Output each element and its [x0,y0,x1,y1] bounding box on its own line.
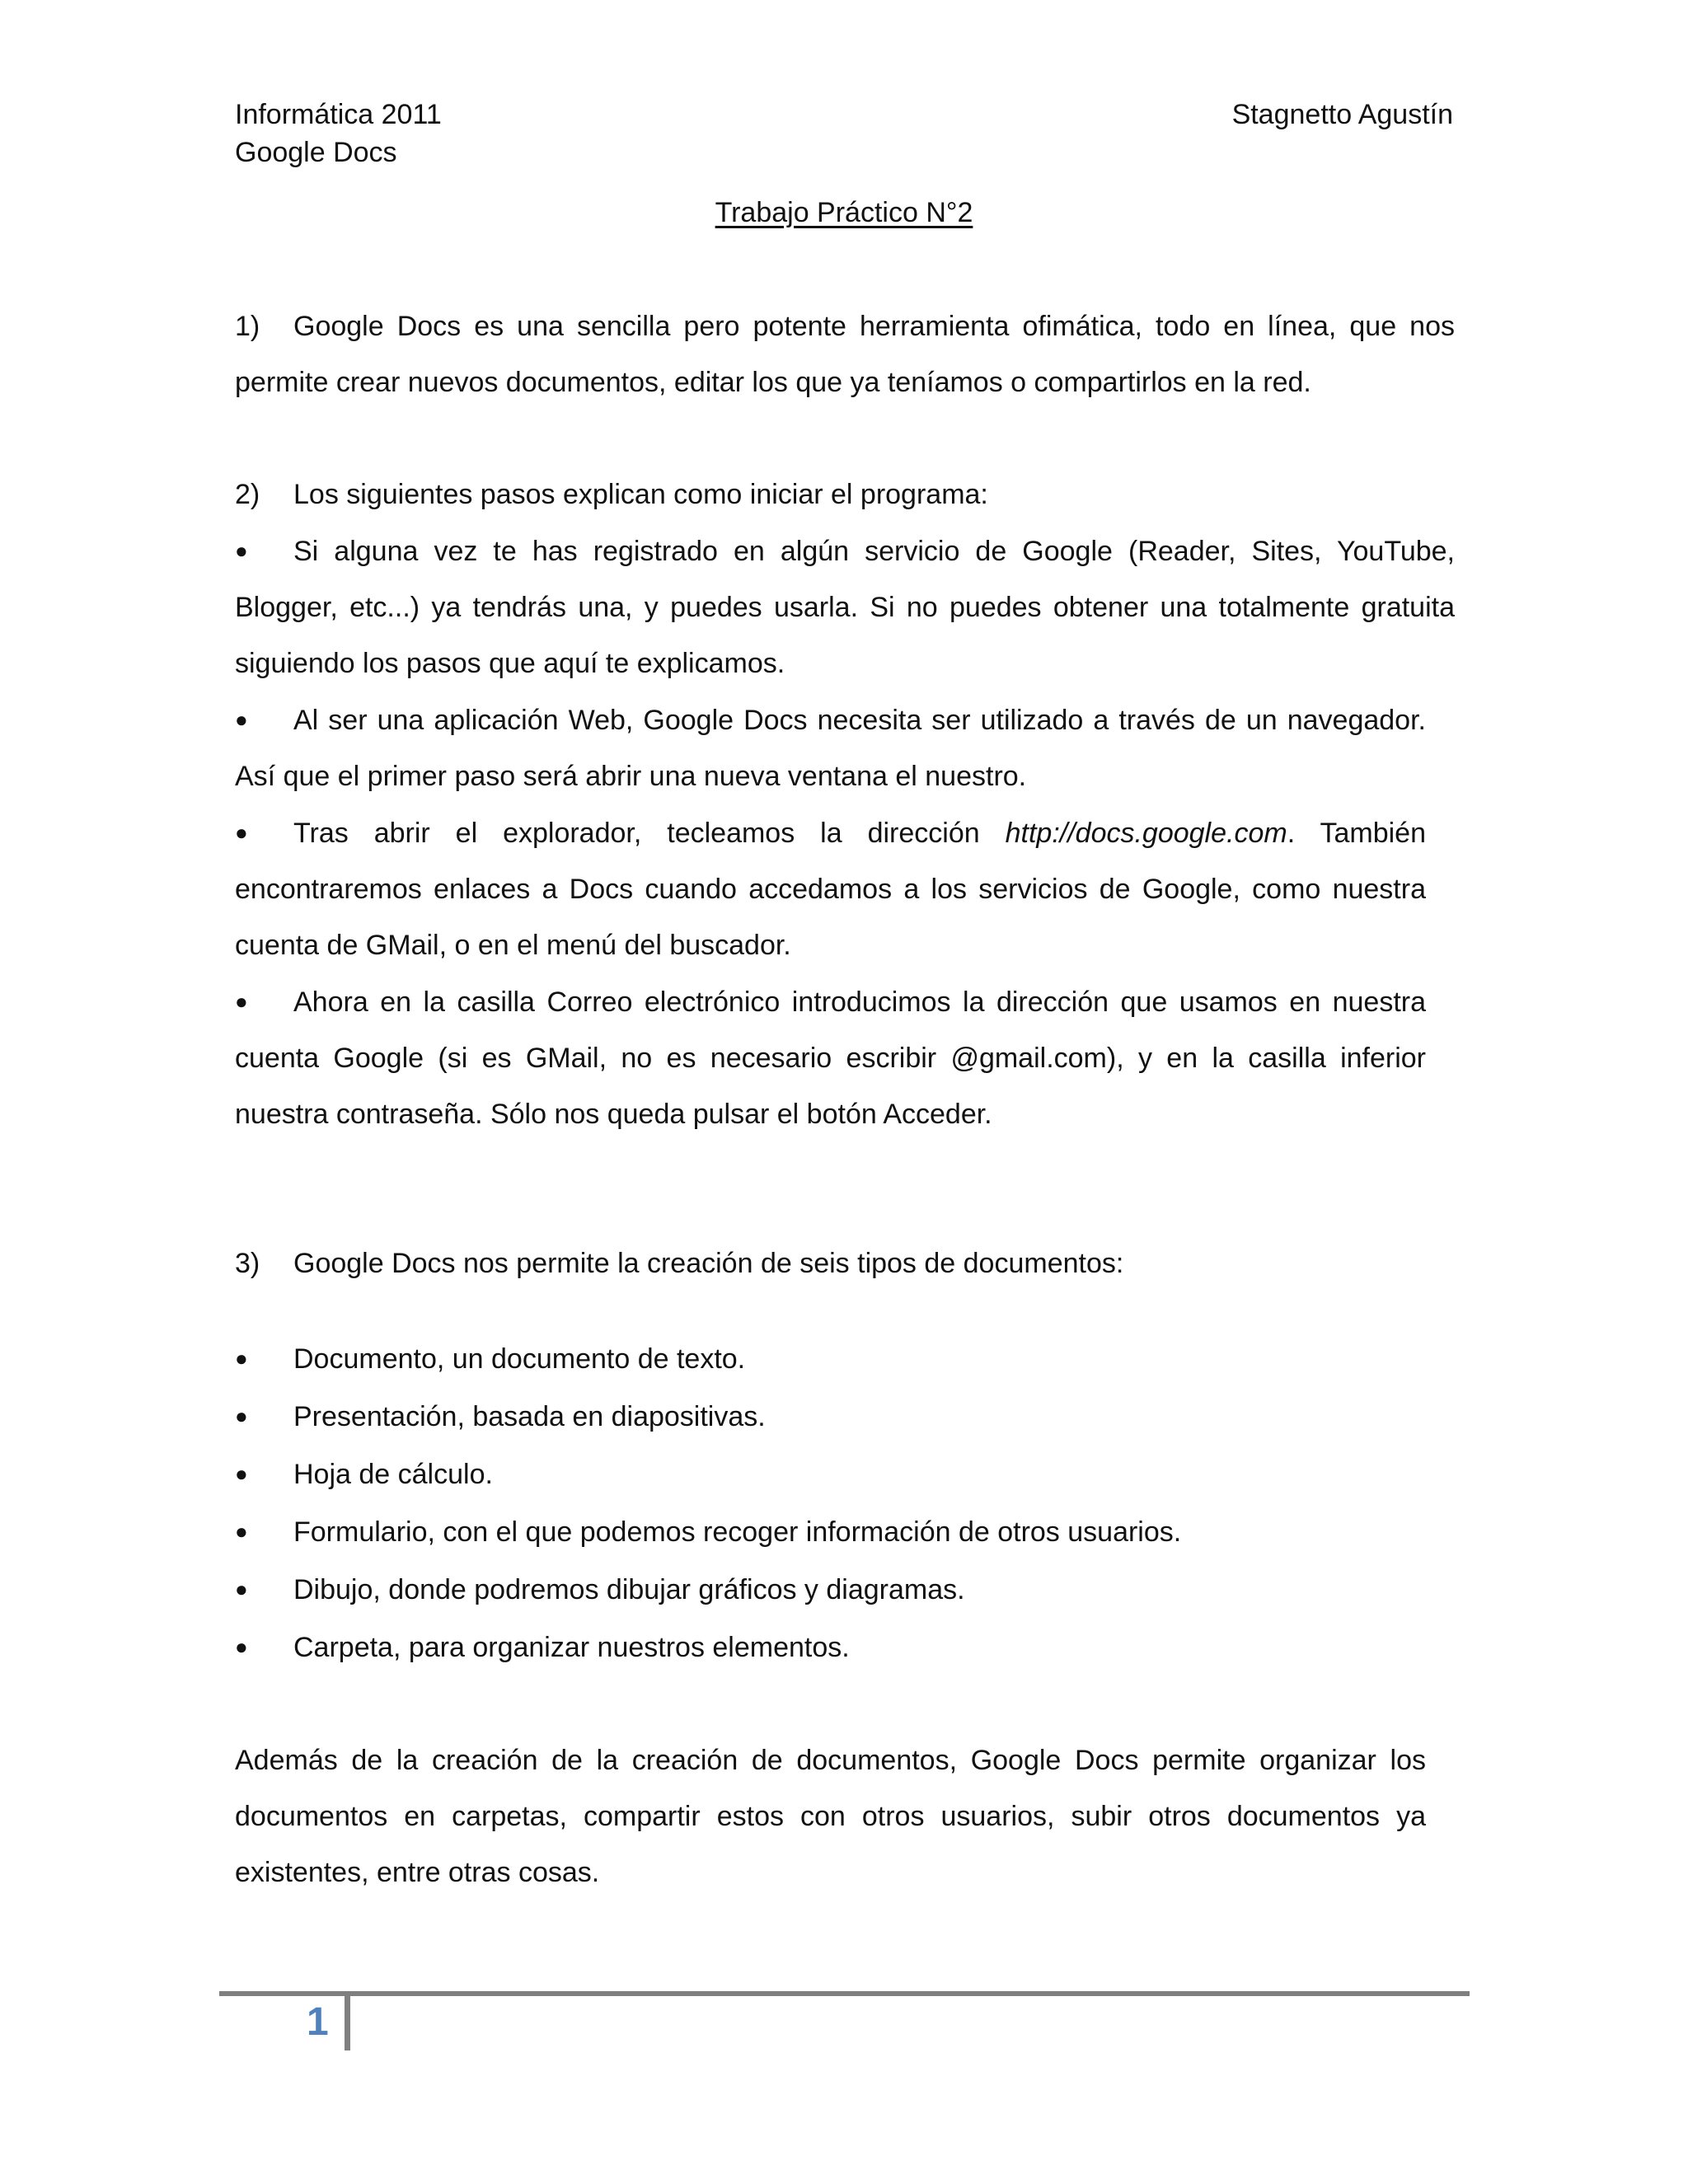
list-item [235,1561,1455,1619]
list-item [235,1503,1455,1561]
bullet-icon: ● [235,1461,248,1486]
bullet-icon: ● [235,1634,248,1659]
list-item [235,1330,1455,1388]
bullet-icon: ● [235,707,248,732]
bullet-icon: ● [235,1404,248,1428]
list-item [235,691,1426,804]
docs-url-link[interactable]: http://docs.google.com [1005,818,1287,849]
header-left [235,96,442,171]
closing-paragraph: Además de la creación de la creación de documentos, Google Docs permite organizar los documentos en carpetas, compartir estos con otros usuarios, subir otros documentos ya existentes, entre otras cosas. [235,1745,1426,1888]
list-item [235,973,1426,1142]
list-item-text: Ahora en la casilla Correo electrónico introducimos la dirección que usamos en nuestra cuenta Google (si es GMail, no es necesario escribir @gmail.com), y en la casilla inferior nuestra contraseña. Sólo nos queda pulsar el botón Acceder. [235,987,1426,1130]
bullet-icon: ● [235,1346,248,1371]
list-item-text: Formulario, con el que podemos recoger información de otros usuarios. [293,1516,1182,1548]
list-item-text: Hoja de cálculo. [293,1459,493,1490]
footer-divider [345,1993,350,2050]
header-topic: Google Docs [235,137,397,168]
footer-rule [219,1991,1470,1996]
list-item [235,523,1455,691]
list-item [235,804,1426,973]
list-item-text: Tras abrir el explorador, tecleamos la dirección [293,818,1006,849]
section-3-intro [235,1235,1455,1291]
document-body [235,298,1455,1900]
page-title: Trabajo Práctico N°2 [715,197,973,228]
section-3-number: 3) [235,1248,260,1279]
page-number: 1 [307,2000,329,2044]
list-item-text: Al ser una aplicación Web, Google Docs necesita ser utilizado a través de un navegador. Así que el primer paso será abrir una nueva ventana el nuestro. [235,705,1426,792]
list-item-text: . También encontraremos enlaces a Docs cuando accedamos a los servicios de Google, como nuestra cuenta de GMail, o en el menú del buscador. [235,818,1426,961]
list-item [235,1619,1455,1676]
bullet-icon: ● [235,820,248,845]
section-3-intro-text: Google Docs nos permite la creación de seis tipos de documentos: [293,1248,1124,1279]
bullet-icon: ● [235,1519,248,1544]
bullet-icon: ● [235,1577,248,1601]
list-item-text: Carpeta, para organizar nuestros elementos. [293,1632,850,1663]
bullet-icon: ● [235,989,248,1014]
list-item-text: Documento, un documento de texto. [293,1343,746,1375]
list-item [235,1446,1455,1503]
header-course: Informática 2011 [235,99,442,130]
list-item-text: Presentación, basada en diapositivas. [293,1401,766,1432]
section-2-intro-text: Los siguientes pasos explican como iniciar el programa: [293,479,988,510]
section-2-intro [235,466,1455,523]
list-item [235,1388,1455,1446]
section-2-number: 2) [235,479,260,510]
section-1 [235,298,1455,410]
section-1-text: Google Docs es una sencilla pero potente herramienta ofimática, todo en línea, que nos permite crear nuevos documentos, editar los que ya teníamos o compartirlos en la red. [235,311,1455,398]
bullet-icon: ● [235,538,248,563]
header-author: Stagnetto Agustín [1231,99,1453,130]
list-item-text: Si alguna vez te has registrado en algún servicio de Google (Reader, Sites, YouTube, Blogger, etc...) ya tendrás una, y puedes usarla. Si no puedes obtener una totalmente gratuita siguiendo los pasos que aquí te explicamos. [235,536,1455,679]
list-item-text: Dibujo, donde podremos dibujar gráficos y diagramas. [293,1574,965,1605]
section-1-number: 1) [235,311,260,342]
